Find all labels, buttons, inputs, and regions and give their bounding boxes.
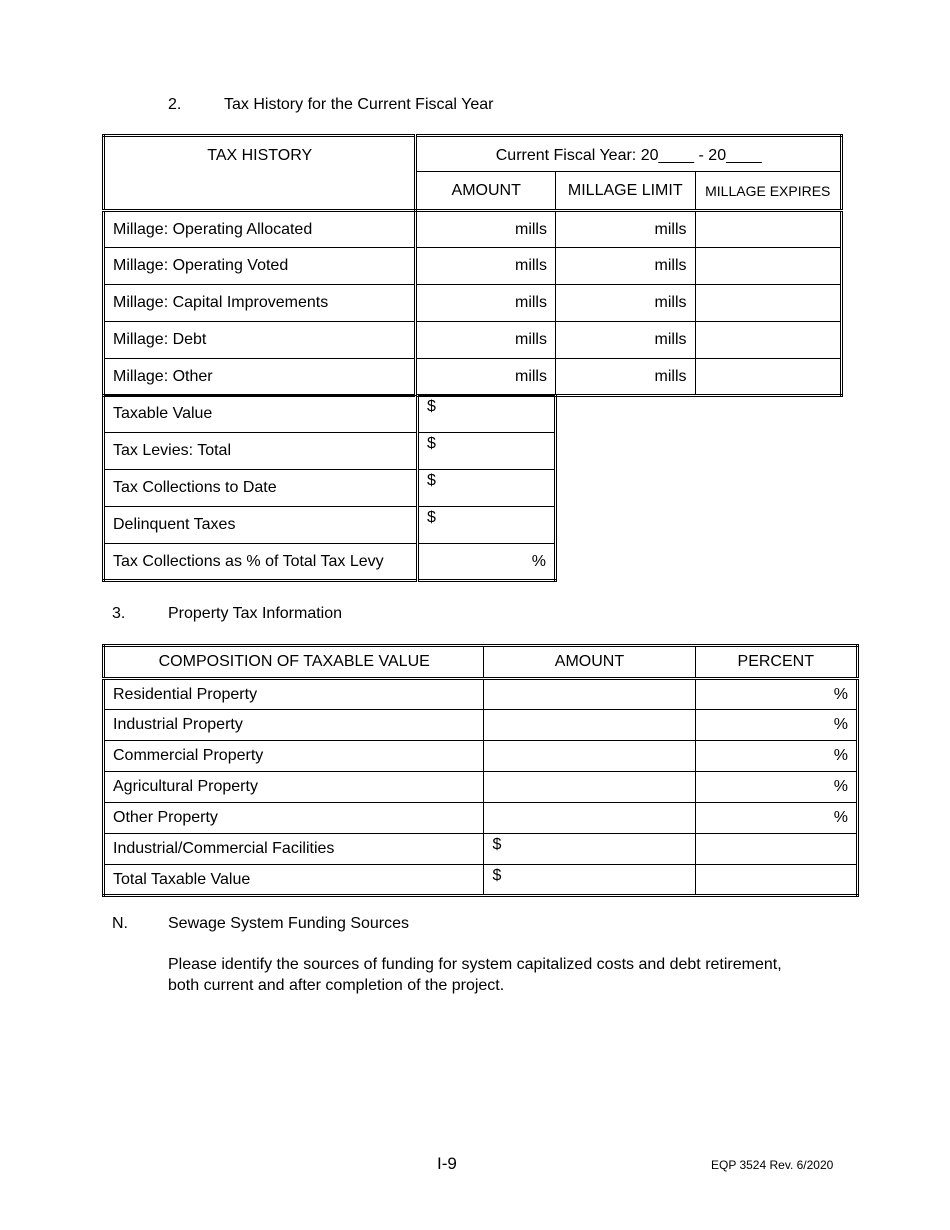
- percent-field[interactable]: %: [418, 544, 556, 581]
- tax-history-header: TAX HISTORY: [104, 136, 416, 211]
- percent-field[interactable]: [695, 865, 858, 896]
- millage-limit-field[interactable]: mills: [555, 248, 695, 285]
- percent-field[interactable]: %: [695, 679, 858, 710]
- row-label: Millage: Other: [104, 359, 416, 396]
- col-composition: COMPOSITION OF TAXABLE VALUE: [104, 646, 484, 679]
- section-n-number: N.: [112, 915, 128, 932]
- row-label: Tax Collections as % of Total Tax Levy: [104, 544, 418, 581]
- value-row-collections-percent: [104, 544, 556, 581]
- composition-row-industrial: [104, 710, 858, 741]
- section-2-number: 2.: [168, 96, 182, 113]
- composition-row-facilities: [104, 834, 858, 865]
- millage-row-operating-voted: [104, 248, 842, 285]
- row-label: Tax Collections to Date: [104, 470, 418, 507]
- percent-field[interactable]: %: [695, 772, 858, 803]
- section-n-paragraph-line-1: Please identify the sources of funding for system capitalized costs and debt retirement,: [168, 956, 782, 973]
- value-row-tax-levies-total: [104, 433, 556, 470]
- millage-expires-field[interactable]: [695, 285, 841, 322]
- amount-field[interactable]: $: [418, 470, 556, 507]
- row-label: Residential Property: [104, 679, 484, 710]
- col-percent: PERCENT: [695, 646, 858, 679]
- composition-row-commercial: [104, 741, 858, 772]
- amount-field[interactable]: mills: [416, 359, 556, 396]
- amount-field[interactable]: [484, 803, 695, 834]
- amount-field[interactable]: mills: [416, 285, 556, 322]
- amount-field[interactable]: $: [484, 865, 695, 896]
- fiscal-year-field[interactable]: Current Fiscal Year: 20____ - 20____: [416, 136, 842, 172]
- amount-field[interactable]: [484, 741, 695, 772]
- millage-limit-field[interactable]: mills: [555, 285, 695, 322]
- millage-expires-field[interactable]: [695, 359, 841, 396]
- composition-row-agricultural: [104, 772, 858, 803]
- col-millage-limit: MILLAGE LIMIT: [555, 172, 695, 211]
- percent-field[interactable]: %: [695, 803, 858, 834]
- composition-row-total: [104, 865, 858, 896]
- section-3-title: Property Tax Information: [168, 605, 343, 622]
- row-label: Other Property: [104, 803, 484, 834]
- amount-field[interactable]: $: [418, 396, 556, 433]
- row-label: Taxable Value: [104, 396, 418, 433]
- millage-limit-field[interactable]: mills: [555, 359, 695, 396]
- value-row-taxable-value: [104, 396, 556, 433]
- row-label: Millage: Operating Allocated: [104, 211, 416, 248]
- row-label: Agricultural Property: [104, 772, 484, 803]
- amount-field[interactable]: [484, 679, 695, 710]
- col-millage-expires: MILLAGE EXPIRES: [695, 172, 841, 211]
- millage-row-operating-allocated: [104, 211, 842, 248]
- millage-row-capital-improvements: [104, 285, 842, 322]
- millage-row-other: [104, 359, 842, 396]
- section-n-paragraph-line-2: both current and after completion of the project.: [168, 977, 505, 994]
- amount-field[interactable]: $: [484, 834, 695, 865]
- section-n-title: Sewage System Funding Sources: [168, 915, 410, 932]
- row-label: Total Taxable Value: [104, 865, 484, 896]
- tax-history-values-table: [102, 395, 557, 582]
- row-label: Millage: Capital Improvements: [104, 285, 416, 322]
- amount-field[interactable]: mills: [416, 248, 556, 285]
- section-2-title: Tax History for the Current Fiscal Year: [224, 96, 494, 113]
- amount-field[interactable]: mills: [416, 211, 556, 248]
- millage-expires-field[interactable]: [695, 248, 841, 285]
- value-row-tax-collections: [104, 470, 556, 507]
- row-label: Millage: Debt: [104, 322, 416, 359]
- amount-field[interactable]: [484, 710, 695, 741]
- millage-row-debt: [104, 322, 842, 359]
- millage-limit-field[interactable]: mills: [555, 211, 695, 248]
- col-amount: AMOUNT: [416, 172, 556, 211]
- row-label: Commercial Property: [104, 741, 484, 772]
- amount-field[interactable]: [484, 772, 695, 803]
- millage-expires-field[interactable]: [695, 322, 841, 359]
- form-id: EQP 3524 Rev. 6/2020: [711, 1158, 834, 1172]
- row-label: Industrial Property: [104, 710, 484, 741]
- percent-field[interactable]: [695, 834, 858, 865]
- value-row-delinquent-taxes: [104, 507, 556, 544]
- col-amount: AMOUNT: [484, 646, 695, 679]
- row-label: Tax Levies: Total: [104, 433, 418, 470]
- row-label: Delinquent Taxes: [104, 507, 418, 544]
- amount-field[interactable]: $: [418, 433, 556, 470]
- millage-expires-field[interactable]: [695, 211, 841, 248]
- row-label: Millage: Operating Voted: [104, 248, 416, 285]
- composition-row-other: [104, 803, 858, 834]
- composition-table: [102, 644, 859, 897]
- millage-limit-field[interactable]: mills: [555, 322, 695, 359]
- amount-field[interactable]: mills: [416, 322, 556, 359]
- percent-field[interactable]: %: [695, 710, 858, 741]
- row-label: Industrial/Commercial Facilities: [104, 834, 484, 865]
- page-number: I-9: [437, 1154, 457, 1173]
- percent-field[interactable]: %: [695, 741, 858, 772]
- composition-row-residential: [104, 679, 858, 710]
- tax-history-table: [102, 134, 843, 397]
- section-3-number: 3.: [112, 605, 126, 622]
- amount-field[interactable]: $: [418, 507, 556, 544]
